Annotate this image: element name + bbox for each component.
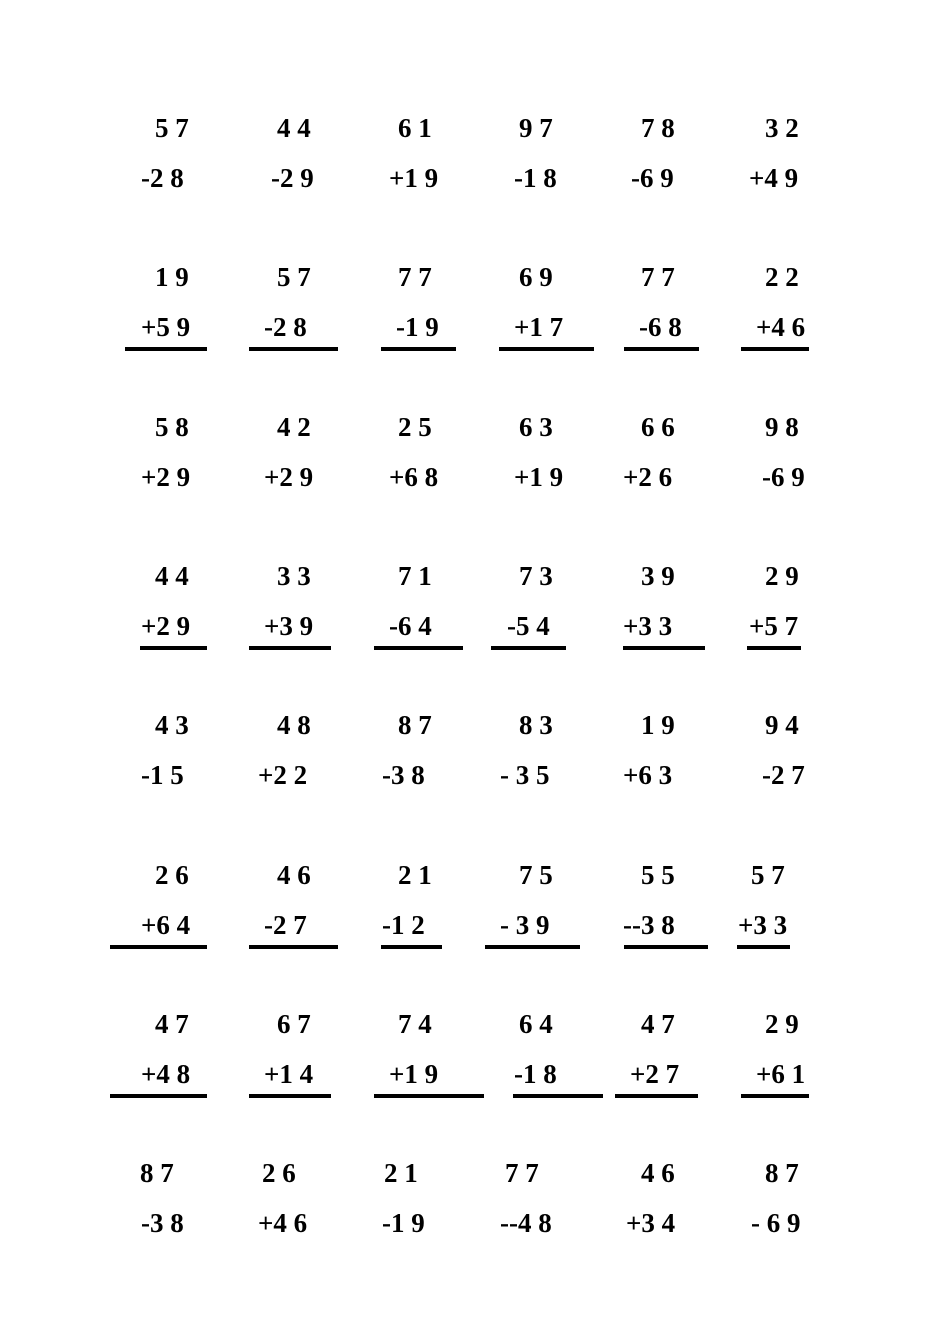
top-operand: 7 5 <box>519 860 553 890</box>
bottom-operand: -6 9 <box>631 163 674 193</box>
bottom-operand: -2 8 <box>264 312 307 342</box>
answer-line <box>374 1094 484 1098</box>
bottom-operand: - 3 9 <box>500 910 550 940</box>
top-operand: 2 1 <box>398 860 432 890</box>
bottom-operand: -1 5 <box>141 760 184 790</box>
top-operand: 9 8 <box>765 412 799 442</box>
bottom-operand: +6 8 <box>389 462 439 492</box>
bottom-operand: -2 8 <box>141 163 184 193</box>
bottom-operand: +1 9 <box>389 163 439 193</box>
bottom-operand: +1 4 <box>264 1059 314 1089</box>
top-operand: 3 2 <box>765 113 799 143</box>
bottom-operand: +1 9 <box>514 462 564 492</box>
top-operand: 9 7 <box>519 113 553 143</box>
bottom-operand: +4 6 <box>756 312 806 342</box>
bottom-operand: +5 7 <box>749 611 799 641</box>
answer-line <box>485 945 580 949</box>
top-operand: 4 2 <box>277 412 311 442</box>
top-operand: 1 9 <box>155 262 189 292</box>
top-operand: 4 6 <box>277 860 311 890</box>
answer-line <box>381 945 442 949</box>
top-operand: 4 6 <box>641 1158 675 1188</box>
bottom-operand: +2 7 <box>630 1059 680 1089</box>
top-operand: 7 8 <box>641 113 675 143</box>
bottom-operand: +1 9 <box>389 1059 439 1089</box>
top-operand: 7 7 <box>505 1158 539 1188</box>
answer-line <box>624 945 708 949</box>
bottom-operand: +4 9 <box>749 163 799 193</box>
answer-line <box>741 1094 809 1098</box>
bottom-operand: - 6 9 <box>751 1208 801 1238</box>
answer-line <box>249 347 338 351</box>
top-operand: 6 1 <box>398 113 432 143</box>
answer-line <box>125 347 207 351</box>
bottom-operand: --4 8 <box>500 1208 552 1238</box>
answer-line <box>140 646 207 650</box>
bottom-operand: +2 9 <box>141 611 191 641</box>
bottom-operand: -1 8 <box>514 1059 557 1089</box>
bottom-operand: +2 2 <box>258 760 308 790</box>
bottom-operand: -2 9 <box>271 163 314 193</box>
top-operand: 8 3 <box>519 710 553 740</box>
bottom-operand: -1 9 <box>396 312 439 342</box>
bottom-operand: -5 4 <box>507 611 550 641</box>
top-operand: 7 1 <box>398 561 432 591</box>
top-operand: 2 9 <box>765 561 799 591</box>
bottom-operand: +2 9 <box>141 462 191 492</box>
bottom-operand: +1 7 <box>514 312 564 342</box>
bottom-operand: --3 8 <box>623 910 675 940</box>
answer-line <box>491 646 566 650</box>
bottom-operand: +5 9 <box>141 312 191 342</box>
bottom-operand: -3 8 <box>141 1208 184 1238</box>
answer-line <box>374 646 463 650</box>
top-operand: 2 9 <box>765 1009 799 1039</box>
top-operand: 4 7 <box>641 1009 675 1039</box>
answer-line <box>623 646 705 650</box>
top-operand: 6 6 <box>641 412 675 442</box>
top-operand: 6 3 <box>519 412 553 442</box>
bottom-operand: +2 6 <box>623 462 673 492</box>
top-operand: 9 4 <box>765 710 799 740</box>
top-operand: 4 4 <box>277 113 311 143</box>
top-operand: 3 9 <box>641 561 675 591</box>
bottom-operand: +4 8 <box>141 1059 191 1089</box>
bottom-operand: -2 7 <box>264 910 307 940</box>
top-operand: 5 7 <box>751 860 785 890</box>
top-operand: 8 7 <box>140 1158 174 1188</box>
bottom-operand: -6 4 <box>389 611 432 641</box>
top-operand: 8 7 <box>765 1158 799 1188</box>
answer-line <box>741 347 809 351</box>
top-operand: 2 6 <box>262 1158 296 1188</box>
bottom-operand: +6 3 <box>623 760 673 790</box>
top-operand: 2 5 <box>398 412 432 442</box>
answer-line <box>249 1094 331 1098</box>
top-operand: 3 3 <box>277 561 311 591</box>
top-operand: 5 8 <box>155 412 189 442</box>
answer-line <box>110 1094 207 1098</box>
top-operand: 7 7 <box>641 262 675 292</box>
top-operand: 4 8 <box>277 710 311 740</box>
bottom-operand: +2 9 <box>264 462 314 492</box>
answer-line <box>737 945 790 949</box>
top-operand: 2 6 <box>155 860 189 890</box>
bottom-operand: - 3 5 <box>500 760 550 790</box>
bottom-operand: +6 1 <box>756 1059 806 1089</box>
bottom-operand: +4 6 <box>258 1208 308 1238</box>
bottom-operand: +3 9 <box>264 611 314 641</box>
answer-line <box>615 1094 698 1098</box>
bottom-operand: -6 9 <box>762 462 805 492</box>
bottom-operand: -1 2 <box>382 910 425 940</box>
bottom-operand: -3 8 <box>382 760 425 790</box>
answer-line <box>624 347 699 351</box>
top-operand: 7 3 <box>519 561 553 591</box>
top-operand: 7 4 <box>398 1009 432 1039</box>
top-operand: 8 7 <box>398 710 432 740</box>
top-operand: 1 9 <box>641 710 675 740</box>
answer-line <box>249 646 331 650</box>
top-operand: 2 1 <box>384 1158 418 1188</box>
top-operand: 6 9 <box>519 262 553 292</box>
bottom-operand: +3 3 <box>623 611 673 641</box>
answer-line <box>110 945 207 949</box>
answer-line <box>249 945 338 949</box>
bottom-operand: -1 9 <box>382 1208 425 1238</box>
bottom-operand: +3 4 <box>626 1208 676 1238</box>
bottom-operand: +3 3 <box>738 910 788 940</box>
top-operand: 6 4 <box>519 1009 553 1039</box>
top-operand: 5 5 <box>641 860 675 890</box>
answer-line <box>381 347 456 351</box>
top-operand: 7 7 <box>398 262 432 292</box>
bottom-operand: -6 8 <box>639 312 682 342</box>
answer-line <box>499 347 594 351</box>
top-operand: 2 2 <box>765 262 799 292</box>
top-operand: 6 7 <box>277 1009 311 1039</box>
top-operand: 5 7 <box>277 262 311 292</box>
top-operand: 4 7 <box>155 1009 189 1039</box>
bottom-operand: -2 7 <box>762 760 805 790</box>
top-operand: 5 7 <box>155 113 189 143</box>
top-operand: 4 4 <box>155 561 189 591</box>
answer-line <box>747 646 801 650</box>
answer-line <box>513 1094 603 1098</box>
bottom-operand: +6 4 <box>141 910 191 940</box>
bottom-operand: -1 8 <box>514 163 557 193</box>
top-operand: 4 3 <box>155 710 189 740</box>
